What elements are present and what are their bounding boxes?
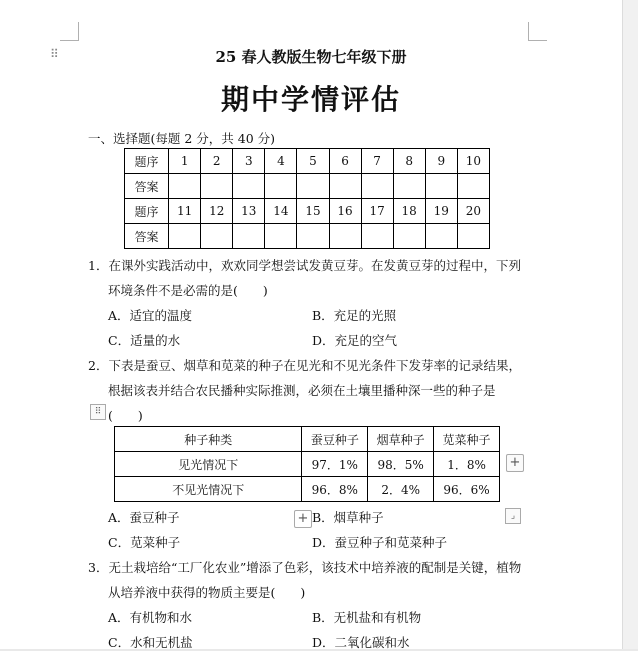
table-header-cell: 苋菜种子 xyxy=(434,427,500,452)
table-row xyxy=(125,174,490,199)
question-1-text-cont: 环境条件不是必需的是( ) xyxy=(108,283,268,298)
answer-cell[interactable] xyxy=(425,174,457,199)
question-1-text: 1．在课外实践活动中，欢欢同学想尝试发黄豆芽。在发黄豆芽的过程中，下列 xyxy=(88,258,521,273)
table-cell: 1 xyxy=(169,149,201,174)
table-cell: 8 xyxy=(393,149,425,174)
table-cell: 6 xyxy=(329,149,361,174)
question-2-text-cont: 根据该表并结合农民播种实际推测，必须在土壤里播种深一些的种子是 xyxy=(108,383,496,398)
answer-cell[interactable] xyxy=(169,174,201,199)
q1-option-d: D．充足的空气 xyxy=(312,333,398,348)
table-cell: 9 xyxy=(425,149,457,174)
table-cell: 18 xyxy=(393,199,425,224)
document-title: 期中学情评估 xyxy=(220,83,401,116)
answer-cell[interactable] xyxy=(265,224,297,249)
table-cell: 17 xyxy=(361,199,393,224)
table-cell: 答案 xyxy=(125,224,169,249)
table-cell: 见光情况下 xyxy=(115,452,302,477)
q1-option-c: C．适量的水 xyxy=(108,333,181,348)
add-column-button[interactable]: + xyxy=(506,454,524,472)
answer-cell[interactable] xyxy=(457,174,489,199)
answer-cell[interactable] xyxy=(169,224,201,249)
table-cell: 14 xyxy=(265,199,297,224)
table-cell: 1．8% xyxy=(434,452,500,477)
table-cell: 答案 xyxy=(125,174,169,199)
answer-cell[interactable] xyxy=(297,224,329,249)
table-cell: 16 xyxy=(329,199,361,224)
q2-option-c: C．苋菜种子 xyxy=(108,535,181,550)
answer-cell[interactable] xyxy=(393,224,425,249)
table-cell: 2 xyxy=(201,149,233,174)
table-cell: 96．8% xyxy=(302,477,368,502)
q3-option-d: D．二氧化碳和水 xyxy=(312,635,410,650)
table-row xyxy=(115,477,500,502)
answer-cell[interactable] xyxy=(393,174,425,199)
answer-cell[interactable] xyxy=(233,224,265,249)
table-cell: 不见光情况下 xyxy=(115,477,302,502)
table-cell: 2．4% xyxy=(368,477,434,502)
table-header-cell: 蚕豆种子 xyxy=(302,427,368,452)
table-header-cell: 烟草种子 xyxy=(368,427,434,452)
table-cell: 15 xyxy=(297,199,329,224)
answer-cell[interactable] xyxy=(329,224,361,249)
q2-option-d: D．蚕豆种子和苋菜种子 xyxy=(312,535,448,550)
section-heading: 一、选择题(每题 2 分，共 40 分) xyxy=(88,131,276,146)
margin-corner-top-left xyxy=(60,22,79,41)
q1-option-b: B．充足的光照 xyxy=(312,308,397,323)
table-cell: 13 xyxy=(233,199,265,224)
add-row-button[interactable]: + xyxy=(294,510,312,528)
table-cell: 10 xyxy=(457,149,489,174)
seed-germination-table xyxy=(114,426,500,502)
answer-table xyxy=(124,148,490,249)
answer-cell[interactable] xyxy=(297,174,329,199)
table-cell: 20 xyxy=(457,199,489,224)
table-row xyxy=(125,149,490,174)
answer-cell[interactable] xyxy=(361,224,393,249)
table-cell: 19 xyxy=(425,199,457,224)
table-row xyxy=(125,224,490,249)
table-row xyxy=(115,452,500,477)
vertical-scrollbar[interactable] xyxy=(622,0,638,649)
q3-option-a: A．有机物和水 xyxy=(108,610,193,625)
drag-handle-icon[interactable]: ⠿ xyxy=(50,47,59,61)
table-cell: 题序 xyxy=(125,199,169,224)
table-cell: 3 xyxy=(233,149,265,174)
table-cell: 11 xyxy=(169,199,201,224)
q3-option-c: C．水和无机盐 xyxy=(108,635,193,650)
table-move-handle-icon[interactable]: ⠿ xyxy=(90,404,106,420)
table-cell: 5 xyxy=(297,149,329,174)
answer-cell[interactable] xyxy=(425,224,457,249)
q2-option-a: A．蚕豆种子 xyxy=(108,510,180,525)
table-header-cell: 种子种类 xyxy=(115,427,302,452)
answer-cell[interactable] xyxy=(457,224,489,249)
table-cell: 题序 xyxy=(125,149,169,174)
question-3-text: 3．无土栽培给“工厂化农业”增添了色彩，该技术中培养液的配制是关键，植物 xyxy=(88,560,522,575)
answer-cell[interactable] xyxy=(201,174,233,199)
answer-cell[interactable] xyxy=(201,224,233,249)
question-2-blank: ( ) xyxy=(108,408,143,423)
q2-option-b: B．烟草种子 xyxy=(312,510,384,525)
table-cell: 96．6% xyxy=(434,477,500,502)
table-row xyxy=(115,427,500,452)
answer-cell[interactable] xyxy=(329,174,361,199)
question-2-text: 2．下表是蚕豆、烟草和苋菜的种子在见光和不见光条件下发芽率的记录结果， xyxy=(88,358,521,373)
answer-cell[interactable] xyxy=(265,174,297,199)
question-3-text-cont: 从培养液中获得的物质主要是( ) xyxy=(108,585,306,600)
table-cell: 98．5% xyxy=(368,452,434,477)
table-cell: 7 xyxy=(361,149,393,174)
answer-cell[interactable] xyxy=(361,174,393,199)
q3-option-b: B．无机盐和有机物 xyxy=(312,610,422,625)
table-resize-handle-icon[interactable]: ⌟ xyxy=(505,508,521,524)
q1-option-a: A．适宜的温度 xyxy=(108,308,193,323)
document-subtitle: 25 春人教版生物七年级下册 xyxy=(215,48,407,66)
table-row xyxy=(125,199,490,224)
table-cell: 4 xyxy=(265,149,297,174)
answer-cell[interactable] xyxy=(233,174,265,199)
table-cell: 97．1% xyxy=(302,452,368,477)
table-cell: 12 xyxy=(201,199,233,224)
margin-corner-top-right xyxy=(528,22,547,41)
